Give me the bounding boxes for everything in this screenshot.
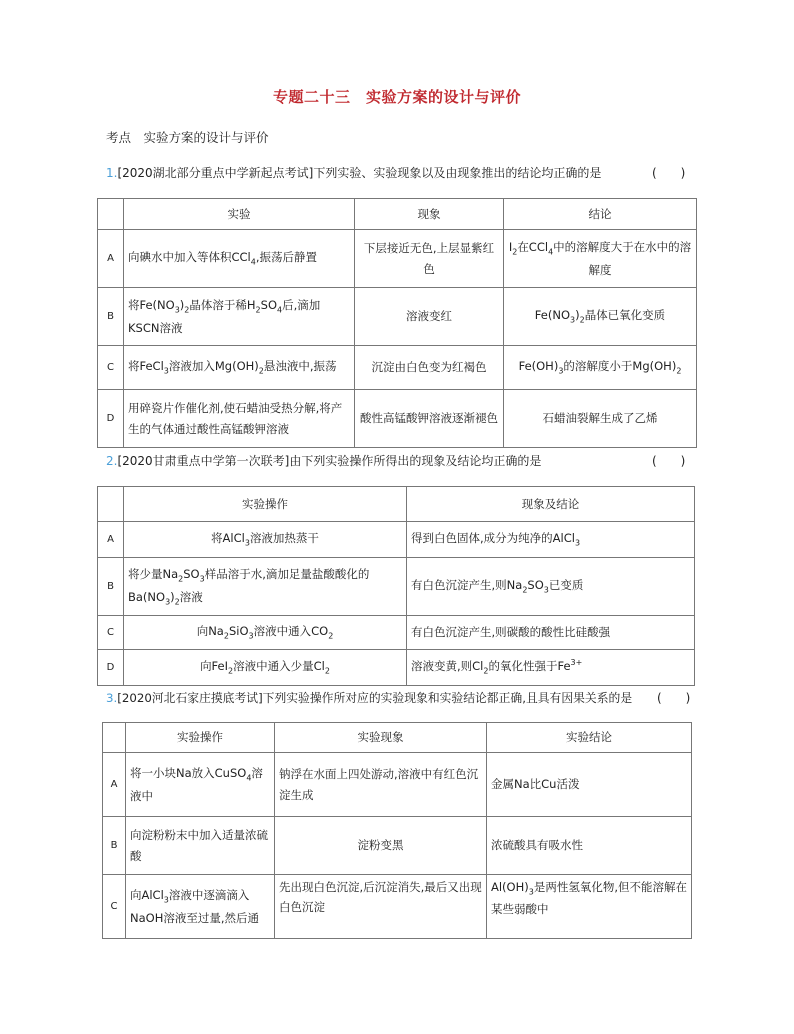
question-2 (106, 452, 541, 469)
op-cell: 向FeI$_2$溶液中通入少量$Cl_2$ (124, 650, 407, 686)
table-header-row (98, 199, 697, 230)
table-row (103, 817, 692, 875)
answer-paren: ( ) (657, 691, 691, 705)
page-title: 专题二十三 实验方案的设计与评价 (272, 88, 521, 106)
res-cell: 溶液变黄,则$Cl_2$的氧化性强于$Fe^{3+}$ (407, 650, 695, 686)
header-cell: 实验结论 (487, 723, 692, 753)
exp-cell: 将FeCl$_3$溶液加入$Mg(OH)_2$悬浊液中,振荡 (124, 346, 355, 390)
header-cell (103, 723, 126, 753)
op-cell: 向$Na_2SiO_3$溶液中通入$CO_2$ (124, 616, 407, 650)
table-row (98, 616, 695, 650)
question-number: 3. (106, 691, 118, 705)
table-header-row (103, 723, 692, 753)
header-cell (98, 199, 124, 230)
row-label: C (103, 875, 126, 939)
op-cell: 将一小块Na放入CuSO$_4$溶液中 (126, 753, 275, 817)
table-row (98, 558, 695, 616)
question-1 (106, 164, 601, 181)
exp-cell: 将$Fe(NO_3)_2$晶体溶于稀$H_2SO_4$后,滴加KSCN溶液 (124, 288, 355, 346)
row-label: B (98, 558, 124, 616)
header-cell: 实验 (124, 199, 355, 230)
op-cell: 向AlCl$_3$溶液中逐滴滴入NaOH溶液至过量,然后通 (126, 875, 275, 939)
res-cell: 有白色沉淀产生,则碳酸的酸性比硅酸强 (407, 616, 695, 650)
table-row (98, 346, 697, 390)
op-cell: 向淀粉粉末中加入适量浓硫酸 (126, 817, 275, 875)
answer-paren: ( ) (652, 166, 686, 180)
header-cell: 实验现象 (275, 723, 487, 753)
phen-cell: 沉淀由白色变为红褐色 (355, 346, 504, 390)
question-number: 2. (106, 454, 118, 468)
answer-paren: ( ) (652, 454, 686, 468)
phen-cell: 淀粉变黑 (275, 817, 487, 875)
table-q2 (97, 486, 695, 686)
table-row (98, 650, 695, 686)
row-label: C (98, 616, 124, 650)
concl-cell: $Al(OH)_3$是两性氢氧化物,但不能溶解在某些弱酸中 (487, 875, 692, 939)
header-cell: 结论 (504, 199, 697, 230)
question-text: [2020甘肃重点中学第一次联考]由下列实验操作所得出的现象及结论均正确的是 (117, 454, 542, 468)
table-q3 (102, 722, 692, 939)
phen-cell: 酸性高锰酸钾溶液逐渐褪色 (355, 390, 504, 448)
table-header-row (98, 487, 695, 522)
concl-cell: 石蜡油裂解生成了乙烯 (504, 390, 697, 448)
question-text: [2020河北石家庄摸底考试]下列实验操作所对应的实验现象和实验结论都正确,且具有因果关系的是 (117, 691, 633, 705)
concl-cell: 金属Na比Cu活泼 (487, 753, 692, 817)
header-cell: 实验操作 (124, 487, 407, 522)
section-heading: 考点 实验方案的设计与评价 (106, 130, 269, 145)
table-row (98, 288, 697, 346)
table-row (103, 875, 692, 939)
question-text: [2020湖北部分重点中学新起点考试]下列实验、实验现象以及由现象推出的结论均正确的是 (117, 166, 602, 180)
phen-cell: 下层接近无色,上层显紫红色 (355, 230, 504, 288)
op-cell: 将AlCl$_3$溶液加热蒸干 (124, 522, 407, 558)
op-cell: 将少量$Na_2SO_3$样品溶于水,滴加足量盐酸酸化的$Ba(NO_3)_2$溶液 (124, 558, 407, 616)
row-label: A (103, 753, 126, 817)
table-q1 (97, 198, 697, 448)
row-label: D (98, 650, 124, 686)
table-row (98, 390, 697, 448)
question-number: 1. (106, 166, 118, 180)
header-cell: 实验操作 (126, 723, 275, 753)
row-label: A (98, 522, 124, 558)
concl-cell: $Fe(NO_3)_2$晶体已氧化变质 (504, 288, 697, 346)
phen-cell: 溶液变红 (355, 288, 504, 346)
exp-cell: 用碎瓷片作催化剂,使石蜡油受热分解,将产生的气体通过酸性高锰酸钾溶液 (124, 390, 355, 448)
row-label: B (103, 817, 126, 875)
table-row (98, 230, 697, 288)
question-3 (106, 689, 632, 706)
res-cell: 得到白色固体,成分为纯净的AlCl$_3$ (407, 522, 695, 558)
table-row (103, 753, 692, 817)
row-label: B (98, 288, 124, 346)
row-label: C (98, 346, 124, 390)
phen-cell: 钠浮在水面上四处游动,溶液中有红色沉淀生成 (275, 753, 487, 817)
concl-cell: $I_2$在CCl$_4$中的溶解度大于在水中的溶解度 (504, 230, 697, 288)
header-cell: 现象 (355, 199, 504, 230)
header-cell: 现象及结论 (407, 487, 695, 522)
concl-cell: 浓硫酸具有吸水性 (487, 817, 692, 875)
phen-cell: 先出现白色沉淀,后沉淀消失,最后又出现白色沉淀 (275, 875, 487, 939)
exp-cell: 向碘水中加入等体积CCl$_4$,振荡后静置 (124, 230, 355, 288)
table-row (98, 522, 695, 558)
concl-cell: $Fe(OH)_3$的溶解度小于$Mg(OH)_2$ (504, 346, 697, 390)
header-cell (98, 487, 124, 522)
row-label: A (98, 230, 124, 288)
row-label: D (98, 390, 124, 448)
res-cell: 有白色沉淀产生,则$Na_2SO_3$已变质 (407, 558, 695, 616)
